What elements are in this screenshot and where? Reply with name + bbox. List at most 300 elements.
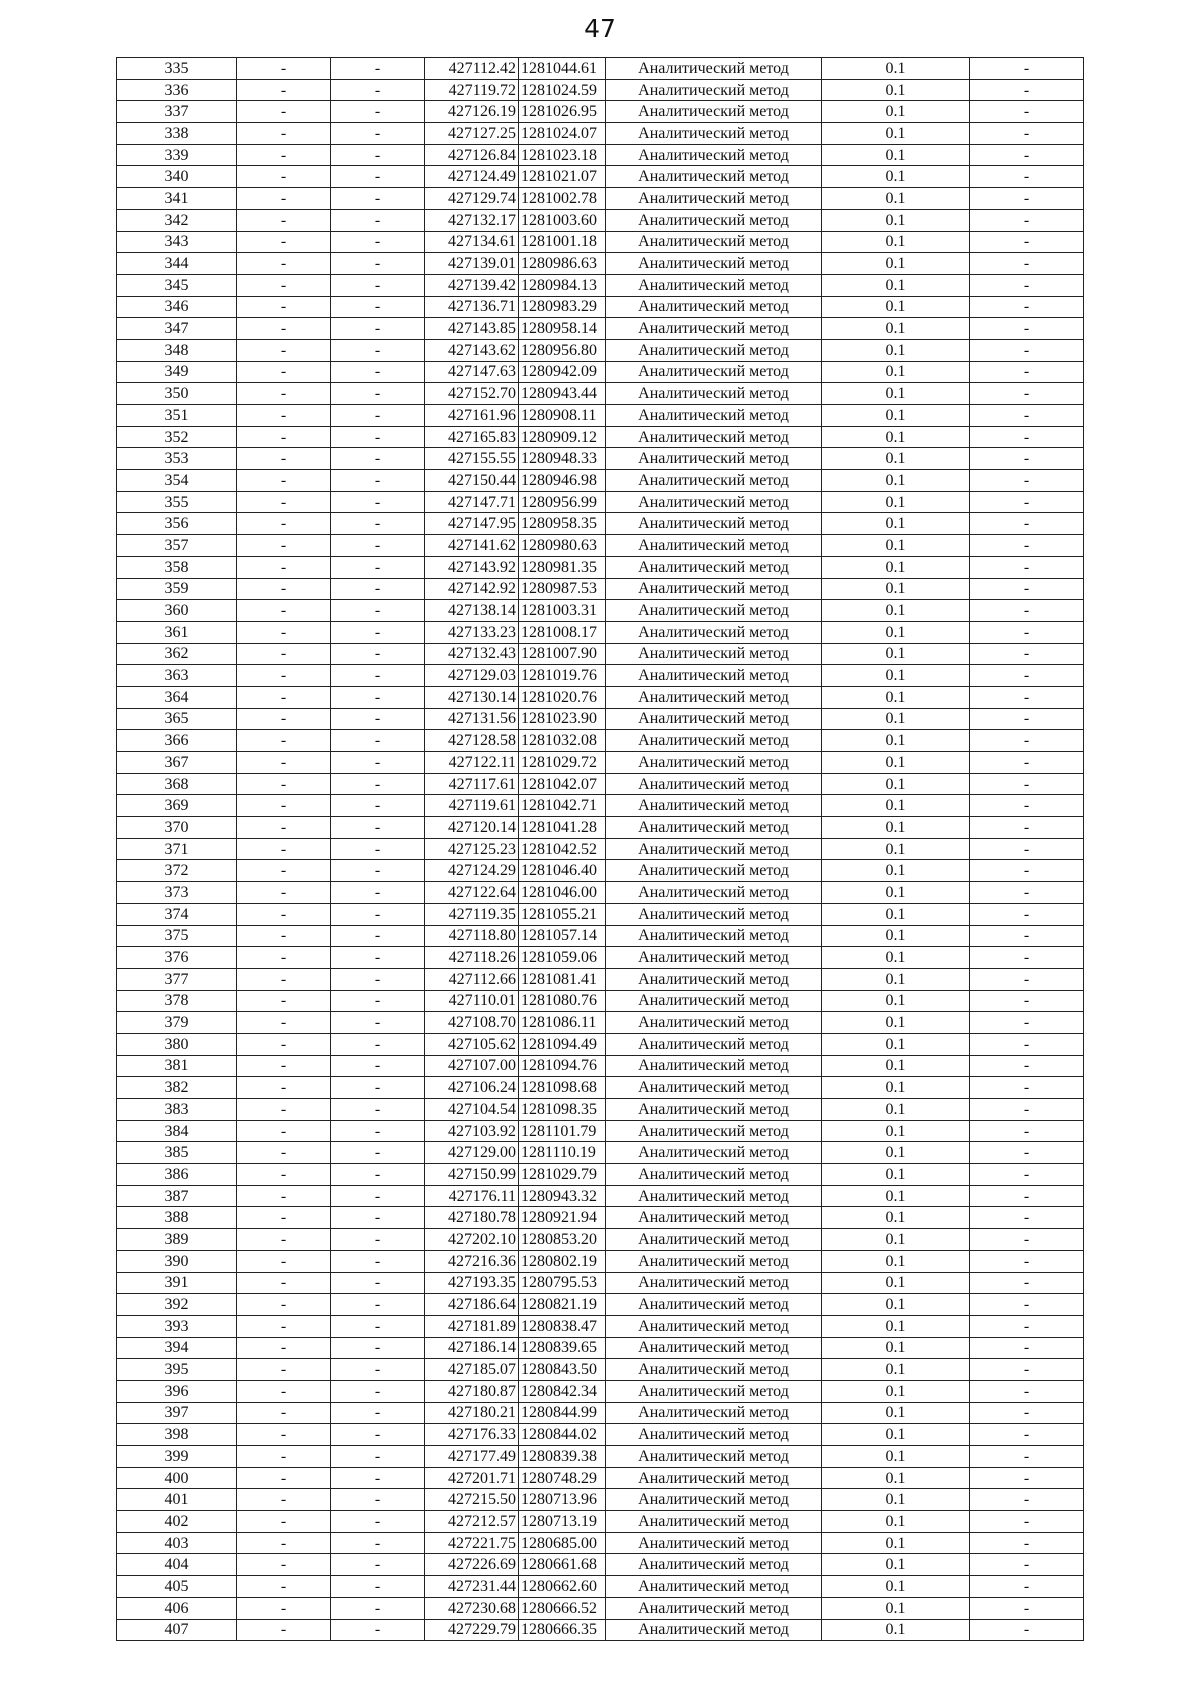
coord-x: 427181.89 bbox=[425, 1315, 519, 1337]
point-number: 394 bbox=[117, 1337, 237, 1359]
cell-dash-1: - bbox=[237, 1380, 331, 1402]
coord-y: 1281029.72 bbox=[519, 752, 606, 774]
cell-dash-2: - bbox=[331, 990, 425, 1012]
coord-y: 1280943.32 bbox=[519, 1185, 606, 1207]
accuracy-cell: 0.1 bbox=[822, 1207, 970, 1229]
cell-dash-1: - bbox=[237, 1120, 331, 1142]
cell-dash-2: - bbox=[331, 101, 425, 123]
method-cell: Аналитический метод bbox=[606, 1511, 822, 1533]
point-number: 382 bbox=[117, 1077, 237, 1099]
point-number: 372 bbox=[117, 860, 237, 882]
coord-x: 427215.50 bbox=[425, 1489, 519, 1511]
accuracy-cell: 0.1 bbox=[822, 1554, 970, 1576]
cell-dash-2: - bbox=[331, 1099, 425, 1121]
cell-dash-1: - bbox=[237, 188, 331, 210]
point-number: 373 bbox=[117, 882, 237, 904]
cell-dash-3: - bbox=[970, 58, 1084, 80]
table-row bbox=[117, 339, 1084, 361]
accuracy-cell: 0.1 bbox=[822, 882, 970, 904]
point-number: 371 bbox=[117, 838, 237, 860]
coordinates-table bbox=[116, 57, 1084, 1641]
accuracy-cell: 0.1 bbox=[822, 1359, 970, 1381]
point-number: 339 bbox=[117, 144, 237, 166]
table-row bbox=[117, 1380, 1084, 1402]
coord-x: 427165.83 bbox=[425, 426, 519, 448]
method-cell: Аналитический метод bbox=[606, 470, 822, 492]
cell-dash-2: - bbox=[331, 1077, 425, 1099]
coord-x: 427118.80 bbox=[425, 925, 519, 947]
cell-dash-3: - bbox=[970, 556, 1084, 578]
coord-x: 427120.14 bbox=[425, 817, 519, 839]
cell-dash-2: - bbox=[331, 405, 425, 427]
point-number: 395 bbox=[117, 1359, 237, 1381]
cell-dash-3: - bbox=[970, 860, 1084, 882]
cell-dash-3: - bbox=[970, 925, 1084, 947]
cell-dash-1: - bbox=[237, 1207, 331, 1229]
table-row bbox=[117, 144, 1084, 166]
coord-y: 1280946.98 bbox=[519, 470, 606, 492]
point-number: 349 bbox=[117, 361, 237, 383]
table-row bbox=[117, 231, 1084, 253]
cell-dash-3: - bbox=[970, 405, 1084, 427]
table-row bbox=[117, 166, 1084, 188]
cell-dash-3: - bbox=[970, 903, 1084, 925]
cell-dash-3: - bbox=[970, 665, 1084, 687]
coord-y: 1281042.52 bbox=[519, 838, 606, 860]
cell-dash-2: - bbox=[331, 1033, 425, 1055]
accuracy-cell: 0.1 bbox=[822, 773, 970, 795]
method-cell: Аналитический метод bbox=[606, 1294, 822, 1316]
cell-dash-2: - bbox=[331, 621, 425, 643]
accuracy-cell: 0.1 bbox=[822, 58, 970, 80]
cell-dash-3: - bbox=[970, 470, 1084, 492]
cell-dash-3: - bbox=[970, 253, 1084, 275]
table-row bbox=[117, 318, 1084, 340]
cell-dash-2: - bbox=[331, 339, 425, 361]
cell-dash-1: - bbox=[237, 535, 331, 557]
point-number: 340 bbox=[117, 166, 237, 188]
cell-dash-2: - bbox=[331, 253, 425, 275]
table-row bbox=[117, 621, 1084, 643]
cell-dash-3: - bbox=[970, 1511, 1084, 1533]
cell-dash-1: - bbox=[237, 1250, 331, 1272]
cell-dash-3: - bbox=[970, 947, 1084, 969]
accuracy-cell: 0.1 bbox=[822, 665, 970, 687]
table-row bbox=[117, 1619, 1084, 1641]
coord-x: 427216.36 bbox=[425, 1250, 519, 1272]
point-number: 346 bbox=[117, 296, 237, 318]
point-number: 353 bbox=[117, 448, 237, 470]
cell-dash-2: - bbox=[331, 1055, 425, 1077]
coord-x: 427180.21 bbox=[425, 1402, 519, 1424]
cell-dash-2: - bbox=[331, 1554, 425, 1576]
cell-dash-1: - bbox=[237, 1576, 331, 1598]
table-row bbox=[117, 1099, 1084, 1121]
table-row bbox=[117, 1272, 1084, 1294]
point-number: 338 bbox=[117, 123, 237, 145]
coord-y: 1281057.14 bbox=[519, 925, 606, 947]
accuracy-cell: 0.1 bbox=[822, 556, 970, 578]
coord-x: 427122.64 bbox=[425, 882, 519, 904]
accuracy-cell: 0.1 bbox=[822, 1229, 970, 1251]
cell-dash-2: - bbox=[331, 209, 425, 231]
cell-dash-3: - bbox=[970, 1424, 1084, 1446]
accuracy-cell: 0.1 bbox=[822, 1315, 970, 1337]
method-cell: Аналитический метод bbox=[606, 752, 822, 774]
coord-x: 427155.55 bbox=[425, 448, 519, 470]
coord-x: 427105.62 bbox=[425, 1033, 519, 1055]
point-number: 347 bbox=[117, 318, 237, 340]
cell-dash-1: - bbox=[237, 1532, 331, 1554]
cell-dash-3: - bbox=[970, 882, 1084, 904]
coord-y: 1280909.12 bbox=[519, 426, 606, 448]
coord-y: 1281021.07 bbox=[519, 166, 606, 188]
method-cell: Аналитический метод bbox=[606, 1489, 822, 1511]
cell-dash-1: - bbox=[237, 795, 331, 817]
accuracy-cell: 0.1 bbox=[822, 925, 970, 947]
method-cell: Аналитический метод bbox=[606, 1576, 822, 1598]
point-number: 406 bbox=[117, 1597, 237, 1619]
coord-y: 1280838.47 bbox=[519, 1315, 606, 1337]
coord-x: 427126.84 bbox=[425, 144, 519, 166]
cell-dash-3: - bbox=[970, 578, 1084, 600]
point-number: 393 bbox=[117, 1315, 237, 1337]
method-cell: Аналитический метод bbox=[606, 990, 822, 1012]
coord-x: 427119.35 bbox=[425, 903, 519, 925]
point-number: 360 bbox=[117, 600, 237, 622]
point-number: 378 bbox=[117, 990, 237, 1012]
coord-y: 1280986.63 bbox=[519, 253, 606, 275]
coord-y: 1280748.29 bbox=[519, 1467, 606, 1489]
accuracy-cell: 0.1 bbox=[822, 795, 970, 817]
point-number: 384 bbox=[117, 1120, 237, 1142]
table-row bbox=[117, 1250, 1084, 1272]
table-row bbox=[117, 209, 1084, 231]
table-row bbox=[117, 188, 1084, 210]
accuracy-cell: 0.1 bbox=[822, 274, 970, 296]
cell-dash-1: - bbox=[237, 1272, 331, 1294]
cell-dash-1: - bbox=[237, 1099, 331, 1121]
cell-dash-2: - bbox=[331, 79, 425, 101]
coord-y: 1281101.79 bbox=[519, 1120, 606, 1142]
method-cell: Аналитический метод bbox=[606, 1229, 822, 1251]
accuracy-cell: 0.1 bbox=[822, 903, 970, 925]
cell-dash-2: - bbox=[331, 1380, 425, 1402]
point-number: 391 bbox=[117, 1272, 237, 1294]
cell-dash-1: - bbox=[237, 1033, 331, 1055]
table-row bbox=[117, 79, 1084, 101]
accuracy-cell: 0.1 bbox=[822, 990, 970, 1012]
cell-dash-2: - bbox=[331, 1012, 425, 1034]
table-row bbox=[117, 58, 1084, 80]
accuracy-cell: 0.1 bbox=[822, 1576, 970, 1598]
cell-dash-3: - bbox=[970, 730, 1084, 752]
point-number: 342 bbox=[117, 209, 237, 231]
table-row bbox=[117, 730, 1084, 752]
method-cell: Аналитический метод bbox=[606, 1597, 822, 1619]
coord-x: 427110.01 bbox=[425, 990, 519, 1012]
method-cell: Аналитический метод bbox=[606, 535, 822, 557]
method-cell: Аналитический метод bbox=[606, 1185, 822, 1207]
method-cell: Аналитический метод bbox=[606, 903, 822, 925]
point-number: 359 bbox=[117, 578, 237, 600]
coord-y: 1281042.71 bbox=[519, 795, 606, 817]
table-row bbox=[117, 1142, 1084, 1164]
cell-dash-2: - bbox=[331, 166, 425, 188]
coord-y: 1280666.35 bbox=[519, 1619, 606, 1641]
point-number: 397 bbox=[117, 1402, 237, 1424]
cell-dash-2: - bbox=[331, 1402, 425, 1424]
accuracy-cell: 0.1 bbox=[822, 1077, 970, 1099]
cell-dash-1: - bbox=[237, 58, 331, 80]
coord-x: 427139.01 bbox=[425, 253, 519, 275]
cell-dash-3: - bbox=[970, 318, 1084, 340]
coord-y: 1280908.11 bbox=[519, 405, 606, 427]
table-row bbox=[117, 665, 1084, 687]
cell-dash-2: - bbox=[331, 1337, 425, 1359]
cell-dash-2: - bbox=[331, 1446, 425, 1468]
cell-dash-2: - bbox=[331, 144, 425, 166]
cell-dash-1: - bbox=[237, 426, 331, 448]
coord-x: 427138.14 bbox=[425, 600, 519, 622]
coord-x: 427129.03 bbox=[425, 665, 519, 687]
table-row bbox=[117, 470, 1084, 492]
method-cell: Аналитический метод bbox=[606, 1359, 822, 1381]
point-number: 387 bbox=[117, 1185, 237, 1207]
accuracy-cell: 0.1 bbox=[822, 491, 970, 513]
cell-dash-2: - bbox=[331, 274, 425, 296]
coord-y: 1281098.35 bbox=[519, 1099, 606, 1121]
cell-dash-2: - bbox=[331, 361, 425, 383]
cell-dash-1: - bbox=[237, 882, 331, 904]
cell-dash-2: - bbox=[331, 643, 425, 665]
coord-x: 427143.92 bbox=[425, 556, 519, 578]
cell-dash-2: - bbox=[331, 708, 425, 730]
method-cell: Аналитический метод bbox=[606, 1099, 822, 1121]
table-row bbox=[117, 968, 1084, 990]
coord-y: 1281003.60 bbox=[519, 209, 606, 231]
coord-y: 1281042.07 bbox=[519, 773, 606, 795]
table-row bbox=[117, 296, 1084, 318]
cell-dash-1: - bbox=[237, 1142, 331, 1164]
cell-dash-2: - bbox=[331, 1164, 425, 1186]
method-cell: Аналитический метод bbox=[606, 817, 822, 839]
cell-dash-1: - bbox=[237, 947, 331, 969]
point-number: 392 bbox=[117, 1294, 237, 1316]
page-number: 47 bbox=[584, 14, 616, 43]
coord-y: 1280958.35 bbox=[519, 513, 606, 535]
cell-dash-1: - bbox=[237, 1619, 331, 1641]
method-cell: Аналитический метод bbox=[606, 1380, 822, 1402]
cell-dash-3: - bbox=[970, 1229, 1084, 1251]
point-number: 368 bbox=[117, 773, 237, 795]
cell-dash-1: - bbox=[237, 448, 331, 470]
method-cell: Аналитический метод bbox=[606, 1402, 822, 1424]
cell-dash-2: - bbox=[331, 1207, 425, 1229]
point-number: 400 bbox=[117, 1467, 237, 1489]
cell-dash-2: - bbox=[331, 1315, 425, 1337]
cell-dash-3: - bbox=[970, 686, 1084, 708]
cell-dash-3: - bbox=[970, 708, 1084, 730]
coord-y: 1280983.29 bbox=[519, 296, 606, 318]
method-cell: Аналитический метод bbox=[606, 166, 822, 188]
cell-dash-1: - bbox=[237, 968, 331, 990]
point-number: 350 bbox=[117, 383, 237, 405]
table-row bbox=[117, 253, 1084, 275]
coord-x: 427193.35 bbox=[425, 1272, 519, 1294]
accuracy-cell: 0.1 bbox=[822, 1272, 970, 1294]
cell-dash-3: - bbox=[970, 795, 1084, 817]
accuracy-cell: 0.1 bbox=[822, 448, 970, 470]
point-number: 336 bbox=[117, 79, 237, 101]
coord-x: 427143.62 bbox=[425, 339, 519, 361]
cell-dash-2: - bbox=[331, 686, 425, 708]
cell-dash-1: - bbox=[237, 556, 331, 578]
table-row bbox=[117, 535, 1084, 557]
table-row bbox=[117, 1576, 1084, 1598]
accuracy-cell: 0.1 bbox=[822, 1012, 970, 1034]
method-cell: Аналитический метод bbox=[606, 708, 822, 730]
point-number: 389 bbox=[117, 1229, 237, 1251]
cell-dash-2: - bbox=[331, 1489, 425, 1511]
cell-dash-1: - bbox=[237, 665, 331, 687]
cell-dash-2: - bbox=[331, 188, 425, 210]
coord-y: 1281029.79 bbox=[519, 1164, 606, 1186]
cell-dash-3: - bbox=[970, 817, 1084, 839]
coord-x: 427143.85 bbox=[425, 318, 519, 340]
point-number: 405 bbox=[117, 1576, 237, 1598]
coord-y: 1280981.35 bbox=[519, 556, 606, 578]
accuracy-cell: 0.1 bbox=[822, 817, 970, 839]
cell-dash-2: - bbox=[331, 448, 425, 470]
cell-dash-1: - bbox=[237, 1315, 331, 1337]
accuracy-cell: 0.1 bbox=[822, 730, 970, 752]
accuracy-cell: 0.1 bbox=[822, 209, 970, 231]
table-row bbox=[117, 686, 1084, 708]
coord-y: 1281086.11 bbox=[519, 1012, 606, 1034]
coord-y: 1280666.52 bbox=[519, 1597, 606, 1619]
accuracy-cell: 0.1 bbox=[822, 1489, 970, 1511]
cell-dash-3: - bbox=[970, 1055, 1084, 1077]
accuracy-cell: 0.1 bbox=[822, 231, 970, 253]
cell-dash-3: - bbox=[970, 643, 1084, 665]
method-cell: Аналитический метод bbox=[606, 101, 822, 123]
coord-x: 427133.23 bbox=[425, 621, 519, 643]
point-number: 363 bbox=[117, 665, 237, 687]
table-row bbox=[117, 1446, 1084, 1468]
method-cell: Аналитический метод bbox=[606, 209, 822, 231]
coord-x: 427134.61 bbox=[425, 231, 519, 253]
cell-dash-1: - bbox=[237, 1446, 331, 1468]
cell-dash-3: - bbox=[970, 448, 1084, 470]
table-row bbox=[117, 795, 1084, 817]
coord-x: 427147.63 bbox=[425, 361, 519, 383]
coord-y: 1281023.90 bbox=[519, 708, 606, 730]
table-row bbox=[117, 513, 1084, 535]
method-cell: Аналитический метод bbox=[606, 643, 822, 665]
method-cell: Аналитический метод bbox=[606, 58, 822, 80]
coord-y: 1280980.63 bbox=[519, 535, 606, 557]
cell-dash-1: - bbox=[237, 860, 331, 882]
cell-dash-2: - bbox=[331, 838, 425, 860]
coord-x: 427119.72 bbox=[425, 79, 519, 101]
accuracy-cell: 0.1 bbox=[822, 513, 970, 535]
accuracy-cell: 0.1 bbox=[822, 1120, 970, 1142]
table-row bbox=[117, 882, 1084, 904]
accuracy-cell: 0.1 bbox=[822, 1250, 970, 1272]
table-row bbox=[117, 1554, 1084, 1576]
point-number: 398 bbox=[117, 1424, 237, 1446]
accuracy-cell: 0.1 bbox=[822, 383, 970, 405]
cell-dash-3: - bbox=[970, 1619, 1084, 1641]
accuracy-cell: 0.1 bbox=[822, 1597, 970, 1619]
accuracy-cell: 0.1 bbox=[822, 621, 970, 643]
table-row bbox=[117, 405, 1084, 427]
method-cell: Аналитический метод bbox=[606, 253, 822, 275]
cell-dash-3: - bbox=[970, 1272, 1084, 1294]
point-number: 376 bbox=[117, 947, 237, 969]
table-row bbox=[117, 903, 1084, 925]
cell-dash-1: - bbox=[237, 643, 331, 665]
method-cell: Аналитический метод bbox=[606, 383, 822, 405]
cell-dash-3: - bbox=[970, 990, 1084, 1012]
method-cell: Аналитический метод bbox=[606, 882, 822, 904]
cell-dash-1: - bbox=[237, 817, 331, 839]
method-cell: Аналитический метод bbox=[606, 600, 822, 622]
table-row bbox=[117, 600, 1084, 622]
cell-dash-3: - bbox=[970, 1142, 1084, 1164]
table-row bbox=[117, 426, 1084, 448]
cell-dash-2: - bbox=[331, 470, 425, 492]
cell-dash-3: - bbox=[970, 838, 1084, 860]
coord-x: 427147.71 bbox=[425, 491, 519, 513]
cell-dash-1: - bbox=[237, 578, 331, 600]
point-number: 352 bbox=[117, 426, 237, 448]
cell-dash-3: - bbox=[970, 491, 1084, 513]
method-cell: Аналитический метод bbox=[606, 860, 822, 882]
point-number: 335 bbox=[117, 58, 237, 80]
coord-y: 1281044.61 bbox=[519, 58, 606, 80]
coord-y: 1280795.53 bbox=[519, 1272, 606, 1294]
cell-dash-2: - bbox=[331, 600, 425, 622]
cell-dash-2: - bbox=[331, 860, 425, 882]
coord-x: 427127.25 bbox=[425, 123, 519, 145]
method-cell: Аналитический метод bbox=[606, 274, 822, 296]
cell-dash-3: - bbox=[970, 274, 1084, 296]
method-cell: Аналитический метод bbox=[606, 838, 822, 860]
coord-x: 427104.54 bbox=[425, 1099, 519, 1121]
method-cell: Аналитический метод bbox=[606, 361, 822, 383]
cell-dash-1: - bbox=[237, 231, 331, 253]
accuracy-cell: 0.1 bbox=[822, 1142, 970, 1164]
method-cell: Аналитический метод bbox=[606, 405, 822, 427]
accuracy-cell: 0.1 bbox=[822, 188, 970, 210]
accuracy-cell: 0.1 bbox=[822, 361, 970, 383]
cell-dash-1: - bbox=[237, 1337, 331, 1359]
cell-dash-1: - bbox=[237, 123, 331, 145]
method-cell: Аналитический метод bbox=[606, 1120, 822, 1142]
coord-y: 1281002.78 bbox=[519, 188, 606, 210]
method-cell: Аналитический метод bbox=[606, 947, 822, 969]
table-row bbox=[117, 708, 1084, 730]
accuracy-cell: 0.1 bbox=[822, 470, 970, 492]
table-row bbox=[117, 1489, 1084, 1511]
coord-x: 427129.74 bbox=[425, 188, 519, 210]
coord-x: 427124.29 bbox=[425, 860, 519, 882]
method-cell: Аналитический метод bbox=[606, 686, 822, 708]
accuracy-cell: 0.1 bbox=[822, 643, 970, 665]
cell-dash-3: - bbox=[970, 296, 1084, 318]
